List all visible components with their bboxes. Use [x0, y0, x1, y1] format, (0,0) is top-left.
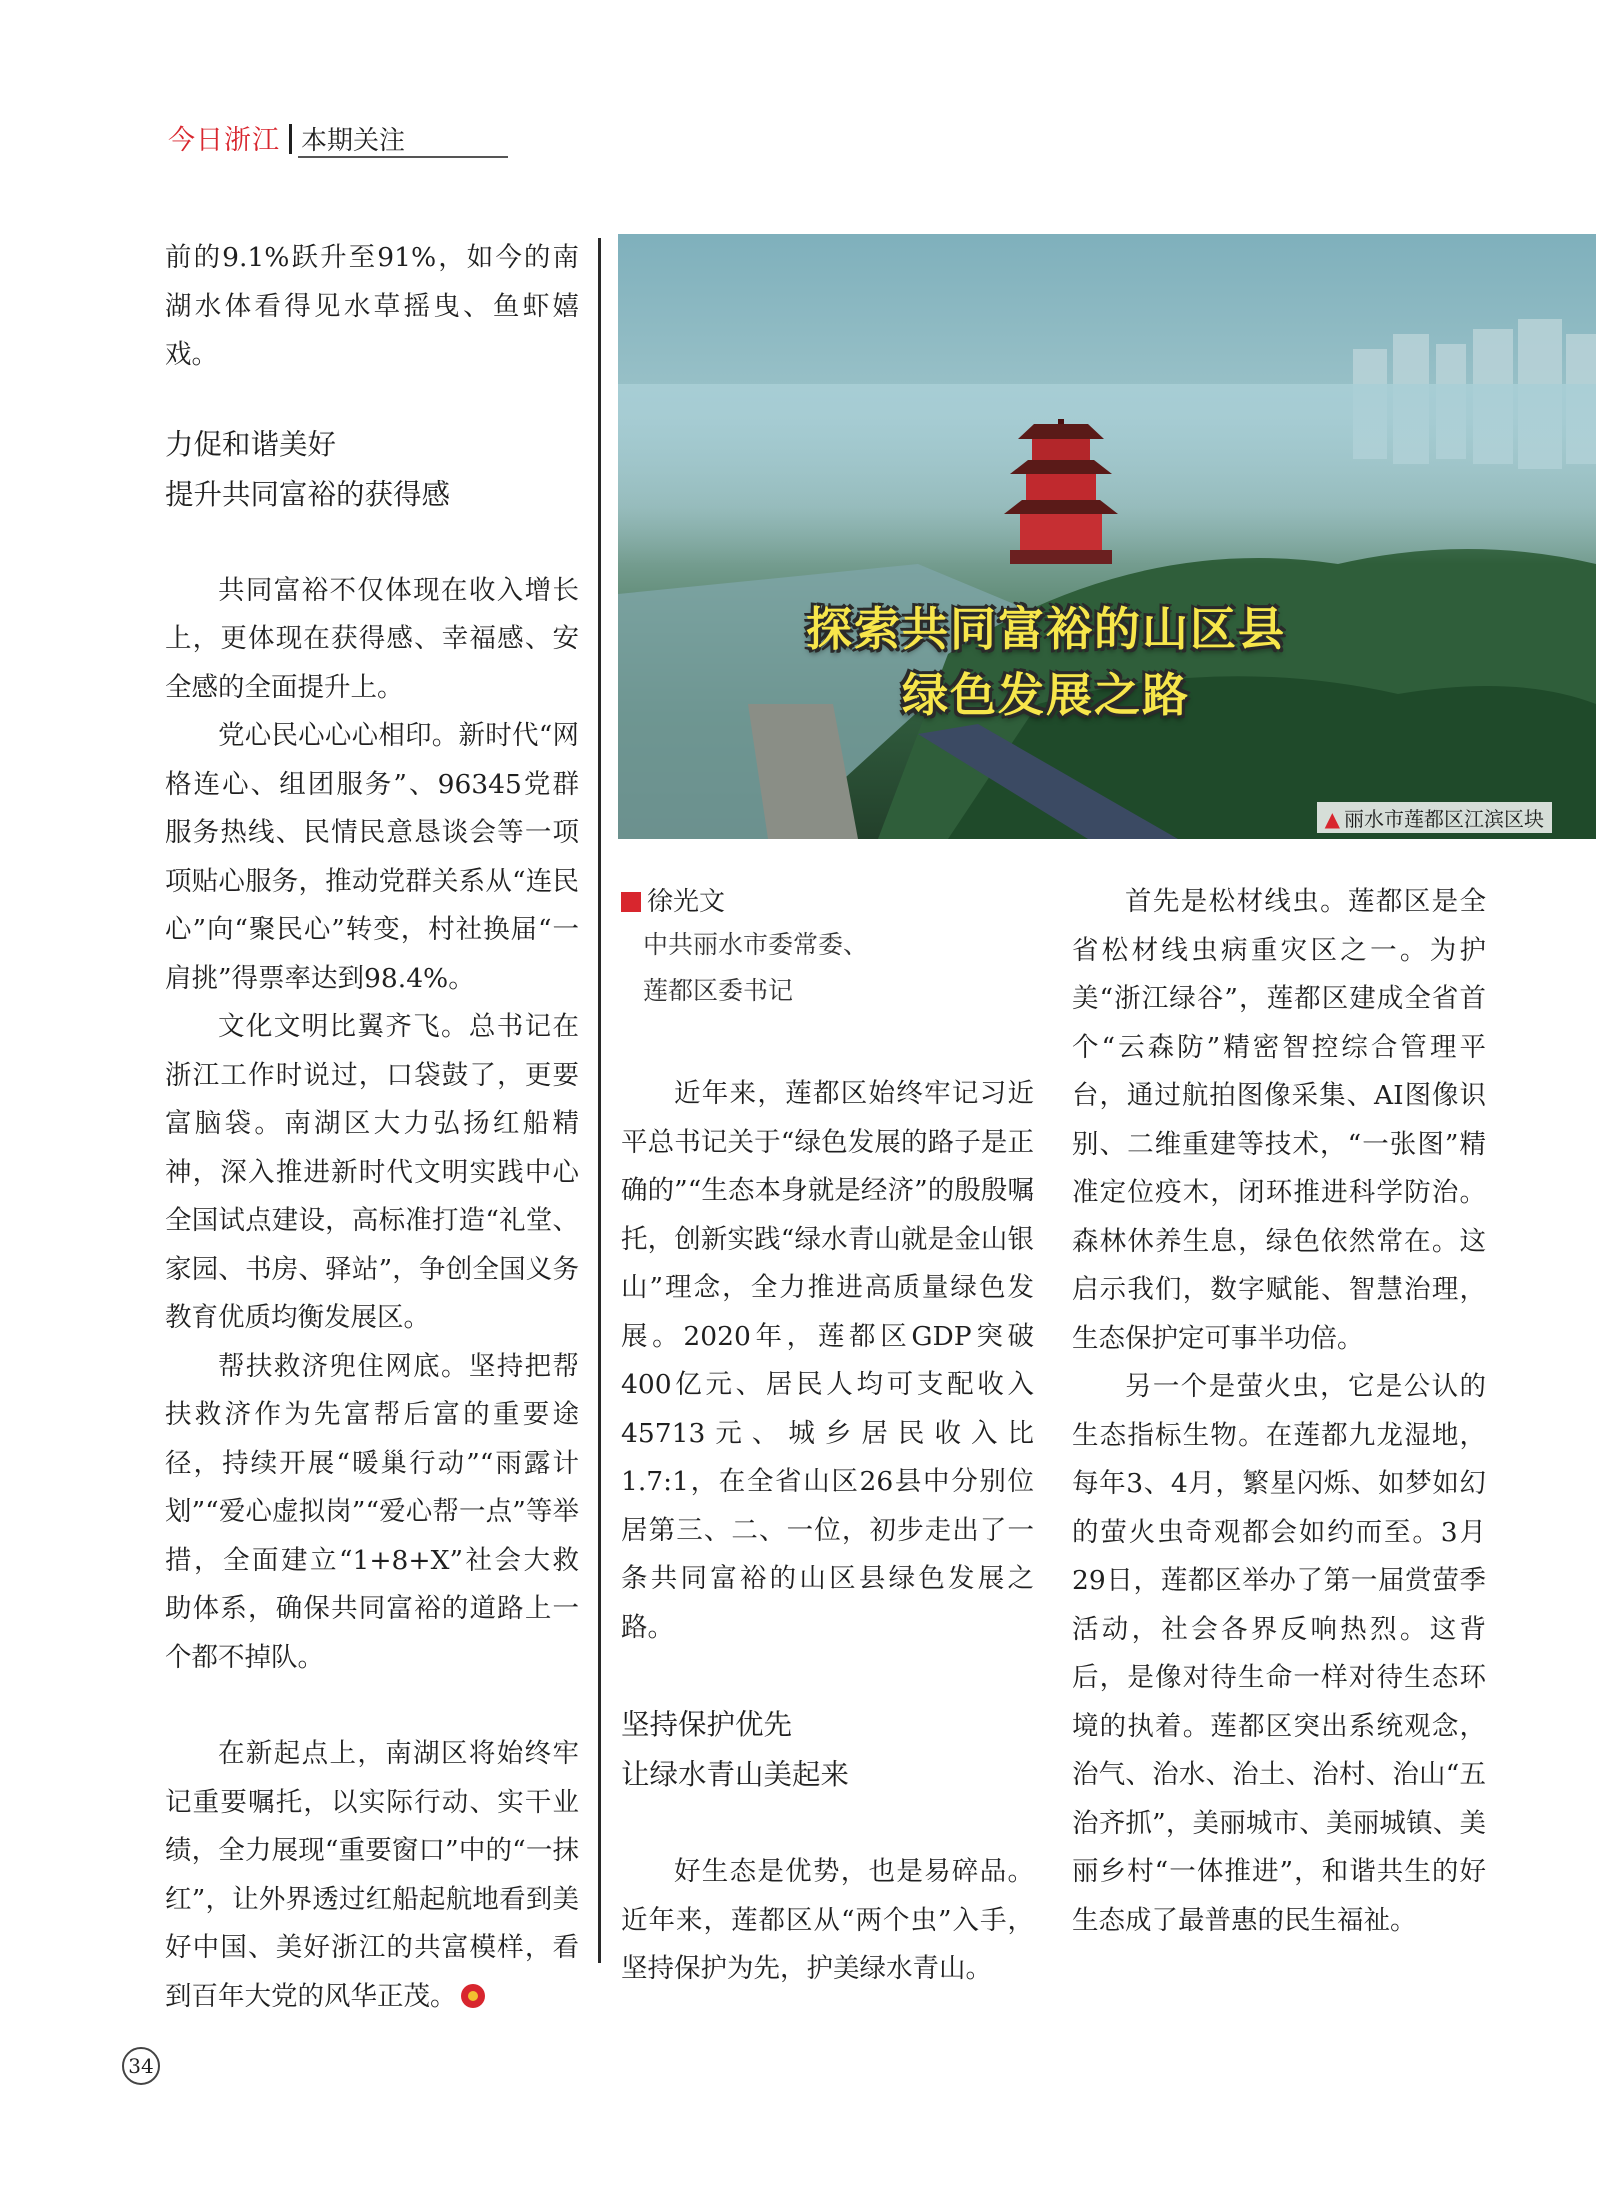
feature-title-line: 探索共同富裕的山区县 — [806, 602, 1286, 656]
section-subheading: 提升共同富裕的获得感 — [165, 477, 451, 511]
paragraph-text: 在新起点上，南湖区将始终牢记重要嘱托，以实际行动、实干业绩，全力展现“重要窗口”中的“一抹红”，让外界透过红船起航地看到美好中国、美好浙江的共富模样，看到百年大党的风华正茂。 — [165, 1738, 579, 2012]
author-block — [621, 882, 1041, 1014]
author-name: 徐光文 — [621, 882, 1041, 922]
page-number: 34 — [122, 2047, 160, 2085]
section-subheading: 坚持保护优先 — [621, 1708, 793, 1741]
feature-photo — [618, 234, 1596, 839]
section-label: 本期关注 — [301, 126, 406, 156]
paragraph-closing — [165, 1730, 579, 2021]
red-square-icon — [621, 892, 641, 912]
feature-title — [696, 596, 1396, 728]
page-header — [168, 118, 508, 158]
feature-title-line: 绿色发展之路 — [902, 668, 1190, 722]
paragraph: 共同富裕不仅体现在收入增长上，更体现在获得感、幸福感、安全感的全面提升上。 — [165, 574, 579, 703]
article-column-middle — [621, 1070, 1034, 1994]
paragraph: 首先是松材线虫。莲都区是全省松材线虫病重灾区之一。为护美“浙江绿谷”，莲都区建成全省首个“云森防”精密智控综合管理平台，通过航拍图像采集、AI图像识别、二维重建等技术，“一张图”精准定位疫木，闭环推进科学防治。森林休养生息，绿色依然常在。这启示我们，数字赋能、智慧治理，生态保护定可事半功倍。 — [1072, 886, 1486, 1354]
section-subheading: 力促和谐美好 — [165, 427, 337, 461]
paragraph: 近年来，莲都区始终牢记习近平总书记关于“绿色发展的路子是正确的”“生态本身就是经济”的殷殷嘱托，创新实践“绿水青山就是金山银山”理念，全力推进高质量绿色发展。2020年，莲都区GDP突破400亿元、居民人均可支配收入45713元、城乡居民收入比1.7:1，在全省山区26县中分别位居第三、二、一位，初步走出了一条共同富裕的山区县绿色发展之路。 — [621, 1078, 1034, 1643]
author-position: 莲都区委书记 — [643, 976, 794, 1005]
paragraph: 文化文明比翼齐飞。总书记在浙江工作时说过，口袋鼓了，更要富脑袋。南湖区大力弘扬红船精神，深入推进新时代文明实践中心全国试点建设，高标准打造“礼堂、家园、书房、驿站”，争创全国义务教育优质均衡发展区。 — [165, 1011, 579, 1333]
article-column-left — [165, 234, 579, 2021]
paragraph: 另一个是萤火虫，它是公认的生态指标生物。在莲都九龙湿地，每年3、4月，繁星闪烁、如梦如幻的萤火虫奇观都会如约而至。3月29日，莲都区举办了第一届赏萤季活动，社会各界反响热烈。这背后，是像对待生命一样对待生态环境的执着。莲都区突出系统观念，治气、治水、治土、治村、治山“五治齐抓”，美丽城市、美丽城镇、美丽乡村“一体推进”，和谐共生的好生态成了最普惠的民生福祉。 — [1072, 1371, 1486, 1936]
magazine-logo: 今日浙江 — [168, 125, 280, 156]
triangle-marker-icon: ▲ — [1324, 807, 1340, 831]
author-position: 中共丽水市委常委、 — [643, 930, 869, 959]
riverside-scene-illustration — [618, 234, 1596, 839]
photo-caption: ▲ 丽水市莲都区江滨区块 — [1317, 802, 1552, 833]
header-divider — [289, 124, 292, 154]
article-column-right — [1072, 878, 1486, 1945]
section-subheading: 让绿水青山美起来 — [621, 1758, 850, 1791]
paragraph: 党心民心心心相印。新时代“网格连心、组团服务”、96345党群服务热线、民情民意恳谈会等一项项贴心服务，推动党群关系从“连民心”向“聚民心”转变，村社换届“一肩挑”得票率达到98.4%。 — [165, 720, 579, 994]
column-divider — [598, 238, 601, 1963]
header-underline — [298, 156, 508, 158]
paragraph: 前的9.1%跃升至91%，如今的南湖水体看得见水草摇曳、鱼虾嬉戏。 — [165, 242, 579, 370]
paragraph: 好生态是优势，也是易碎品。近年来，莲都区从“两个虫”入手，坚持保护为先，护美绿水青山。 — [621, 1856, 1034, 1984]
paragraph: 帮扶救济兜住网底。坚持把帮扶救济作为先富帮后富的重要途径，持续开展“暖巢行动”“雨露计划”“爱心虚拟岗”“爱心帮一点”等举措，全面建立“1+8+X”社会大救助体系，确保共同富裕的道路上一个都不掉队。 — [165, 1350, 579, 1673]
end-mark-icon — [461, 1984, 485, 2008]
